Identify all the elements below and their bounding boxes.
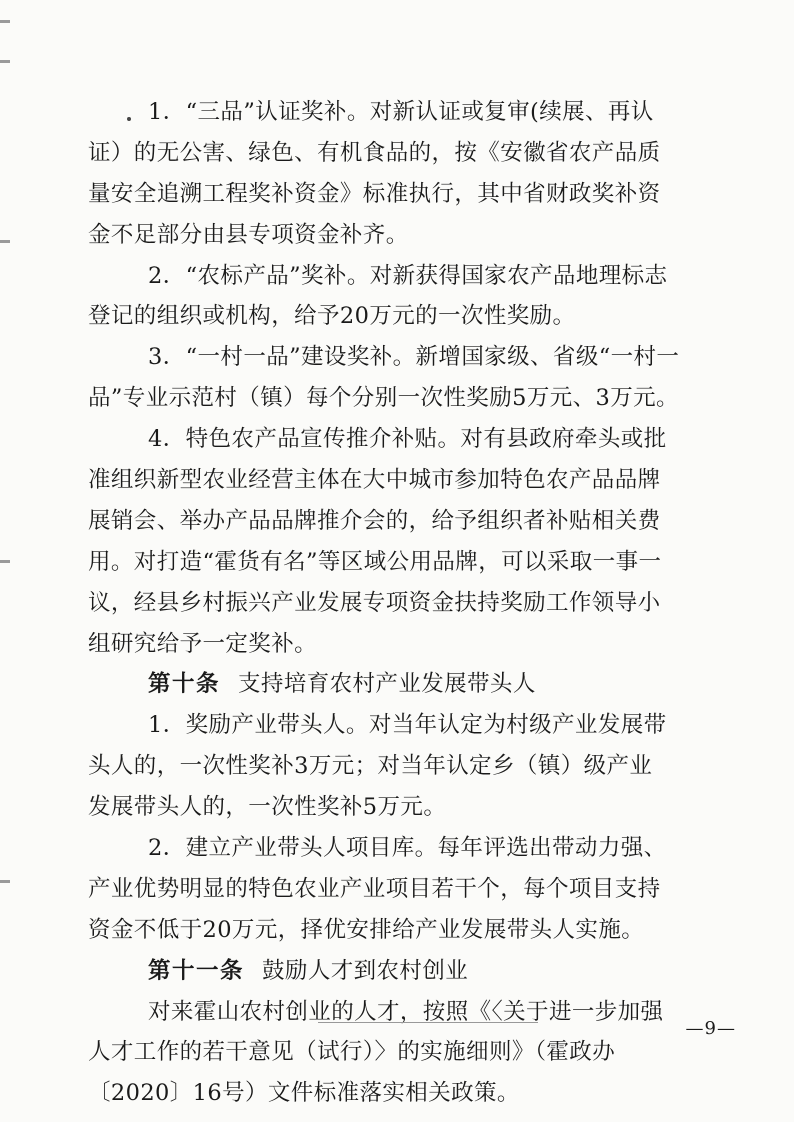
article-10-title: 支持培育农村产业发展带头人 xyxy=(238,671,536,698)
paragraph-1-line-2: 证）的无公害、绿色、有机食品的，按《安徽省农产品质 xyxy=(88,139,661,166)
article-11-title: 鼓励人才到农村创业 xyxy=(262,957,469,984)
paragraph-5-line-3: 发展带头人的，一次性奖补5万元。 xyxy=(88,794,447,821)
paragraph-5-line-1: 1．奖励产业带头人。对当年认定为村级产业发展带 xyxy=(148,712,667,739)
paragraph-7-line-1: 对来霍山农村创业的人才，按照《〈关于进一步加强 xyxy=(148,998,664,1025)
page-number: —9— xyxy=(685,1018,736,1039)
footer-rule xyxy=(318,1022,538,1023)
paragraph-4-line-3: 展销会、举办产品品牌推介会的，给予组织者补贴相关费 xyxy=(88,507,661,534)
article-11-number: 第十一条 xyxy=(148,957,245,984)
paragraph-1-line-4: 金不足部分由县专项资金补齐。 xyxy=(88,221,409,248)
body-text xyxy=(88,92,688,1114)
paragraph-7-line-3: 〔2020〕16号）文件标准落实相关政策。 xyxy=(88,1080,520,1107)
paragraph-6-line-3: 资金不低于20万元，择优安排给产业发展带头人实施。 xyxy=(88,916,645,943)
article-11-heading xyxy=(88,951,688,992)
paragraph-3-line-2: 品”专业示范村（镇）每个分别一次性奖励5万元、3万元。 xyxy=(88,385,679,412)
paragraph-5-line-2: 头人的，一次性奖补3万元；对当年认定乡（镇）级产业 xyxy=(88,753,653,780)
paragraph-6-line-1: 2．建立产业带头人项目库。每年评选出带动力强、 xyxy=(148,835,667,862)
paragraph-4-line-5: 议，经县乡村振兴产业发展专项资金扶持奖励工作领导小 xyxy=(88,589,661,616)
paragraph-4-line-6: 组研究给予一定奖补。 xyxy=(88,630,318,657)
paragraph-7-line-2: 人才工作的若干意见（试行）〉的实施细则》（霍政办 xyxy=(88,1039,616,1066)
article-10-heading xyxy=(88,664,688,705)
paragraph-3-line-1: 3．“一村一品”建设奖补。新增国家级、省级“一村一 xyxy=(148,344,680,371)
paragraph-4-line-1: 4．特色农产品宣传推介补贴。对有县政府牵头或批 xyxy=(148,426,667,453)
paragraph-6-line-2: 产业优势明显的特色农业产业项目若干个，每个项目支持 xyxy=(88,875,661,902)
paragraph-4-line-4: 用。对打造“霍货有名”等区域公用品牌，可以采取一事一 xyxy=(88,548,662,575)
paragraph-1-line-1: 1．“三品”认证奖补。对新认证或复审(续展、再认 xyxy=(148,99,654,125)
article-10-number: 第十条 xyxy=(148,671,221,698)
paragraph-2-line-1: 2．“农标产品”奖补。对新获得国家农产品地理标志 xyxy=(148,262,668,289)
paragraph-4-line-2: 准组织新型农业经营主体在大中城市参加特色农产品品牌 xyxy=(88,467,661,494)
paragraph-2-line-2: 登记的组织或机构，给予20万元的一次性奖励。 xyxy=(88,303,576,330)
binding-marks xyxy=(0,0,14,1122)
paragraph-1-line-3: 量安全追溯工程奖补资金》标准执行，其中省财政奖补资 xyxy=(88,180,661,207)
